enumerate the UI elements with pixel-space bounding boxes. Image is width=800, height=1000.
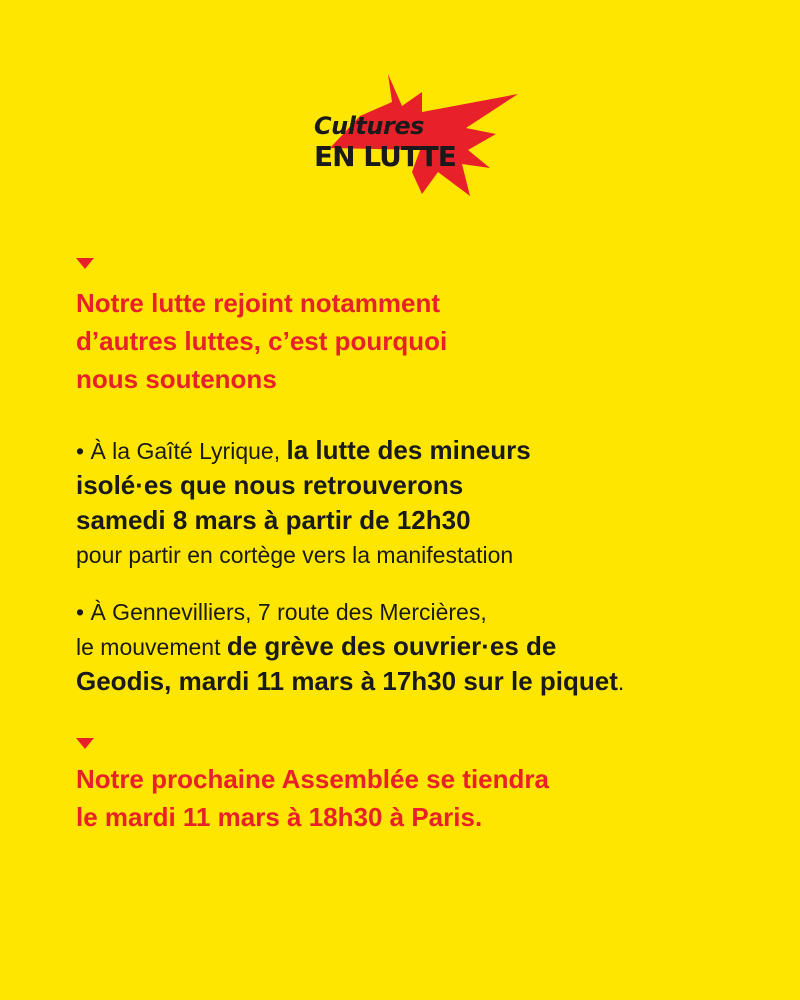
- bullet-bold-text: samedi 8 mars à partir de 12h30: [76, 505, 471, 535]
- bullet-gaite-lyrique: [76, 433, 736, 572]
- logo-text-cultures: Cultures: [314, 112, 424, 140]
- bullet-suffix: .: [617, 669, 625, 695]
- bullet-gennevilliers: [76, 595, 736, 699]
- bullet-bold-text: Geodis, mardi 11 mars à 17h30 sur le piquet: [76, 666, 618, 696]
- heading-line: d’autres luttes, c’est pourquoi: [76, 326, 448, 356]
- heading-line: nous soutenons: [76, 364, 277, 394]
- heading-line: Notre lutte rejoint notamment: [76, 288, 441, 318]
- bullet-prefix: le mouvement: [76, 634, 227, 660]
- bullet-suffix: pour partir en cortège vers la manifestation: [76, 542, 514, 568]
- bullet-bold-text: la lutte des mineurs: [286, 435, 531, 465]
- section-heading-luttes: [76, 284, 636, 398]
- section-marker-triangle-icon: [76, 258, 94, 269]
- section-marker-triangle-icon: [76, 738, 94, 749]
- logo-text-en-lutte: EN LUTTE: [314, 140, 456, 173]
- heading-line: le mardi 11 mars à 18h30 à Paris.: [76, 802, 483, 832]
- bullet-bold-text: de grève des ouvrier·es de: [226, 631, 557, 661]
- bullet-bold-text: isolé·es que nous retrouverons: [76, 470, 464, 500]
- heading-line: Notre prochaine Assemblée se tiendra: [76, 764, 549, 794]
- bullet-line: • À Gennevilliers, 7 route des Mercières,: [76, 599, 487, 625]
- cultures-en-lutte-logo: [300, 72, 525, 197]
- bullet-prefix: • À la Gaîté Lyrique,: [76, 438, 287, 464]
- section-heading-assemblee: [76, 760, 636, 836]
